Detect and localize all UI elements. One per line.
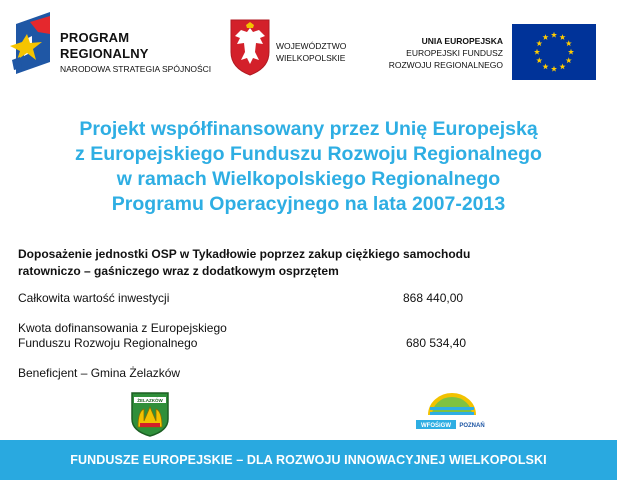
eu-fund-label-2: ROZWOJU REGIONALNEGO [388, 60, 503, 70]
beneficiary: Beneficjent – Gmina Żelazków [18, 366, 181, 380]
cofin-label-line-1: Kwota dofinansowania z Europejskiego [18, 321, 227, 335]
wielkopolska-crest-icon [229, 18, 271, 76]
project-title-line-2: ratowniczo – gaśniczego wraz z dodatkowym osprzętem [18, 264, 339, 278]
project-details [18, 246, 608, 380]
zelazkow-crest-icon [130, 391, 170, 437]
zelazkow-label: ŻELAZKÓW [137, 398, 163, 403]
eu-fund-label: EUROPEJSKI FUNDUSZ [406, 48, 503, 58]
strategy-label: NARODOWA STRATEGIA SPÓJNOŚCI [60, 64, 212, 74]
region-name-label: WIELKOPOLSKIE [276, 53, 346, 63]
headline-line-1: Projekt współfinansowany przez Unię Europejską [79, 118, 538, 140]
program-label: PROGRAM [60, 30, 130, 45]
wfos-label: WFOŚiGW [421, 423, 451, 429]
program-regionalny-text [60, 30, 211, 74]
headline-line-4: Programu Operacyjnego na lata 2007-2013 [111, 193, 506, 215]
headline [0, 117, 617, 217]
total-label: Całkowita wartość inwestycji [18, 291, 170, 305]
regionalny-label: REGIONALNY [60, 46, 149, 61]
headline-line-3: w ramach Wielkopolskiego Regionalnego [116, 168, 501, 190]
logo-bar [0, 0, 617, 90]
eu-text [389, 35, 503, 71]
eu-flag-icon [512, 24, 596, 80]
total-value: 868 440,00 [403, 291, 464, 305]
footer-text: FUNDUSZE EUROPEJSKIE – DLA ROZWOJU INNOWACYJNEJ WIELKOPOLSKI [70, 453, 547, 467]
headline-line-2: z Europejskiego Funduszu Rozwoju Regionalnego [75, 143, 542, 165]
wfosigw-logo-icon [412, 393, 492, 433]
wfos-city-label: POZNAŃ [459, 423, 485, 429]
wielkopolska-text [276, 40, 346, 64]
footer-banner [0, 440, 617, 480]
project-title [18, 246, 608, 280]
program-regionalny-logo-icon [10, 12, 62, 74]
voivodeship-label: WOJEWÓDZTWO [276, 41, 347, 51]
project-title-line-1: Doposażenie jednostki OSP w Tykadłowie poprzez zakup ciężkiego samochodu [18, 247, 471, 261]
cofin-label-line-2: Funduszu Rozwoju Regionalnego [18, 336, 198, 350]
eu-label: UNIA EUROPEJSKA [421, 36, 503, 46]
cofin-value: 680 534,40 [406, 336, 467, 350]
